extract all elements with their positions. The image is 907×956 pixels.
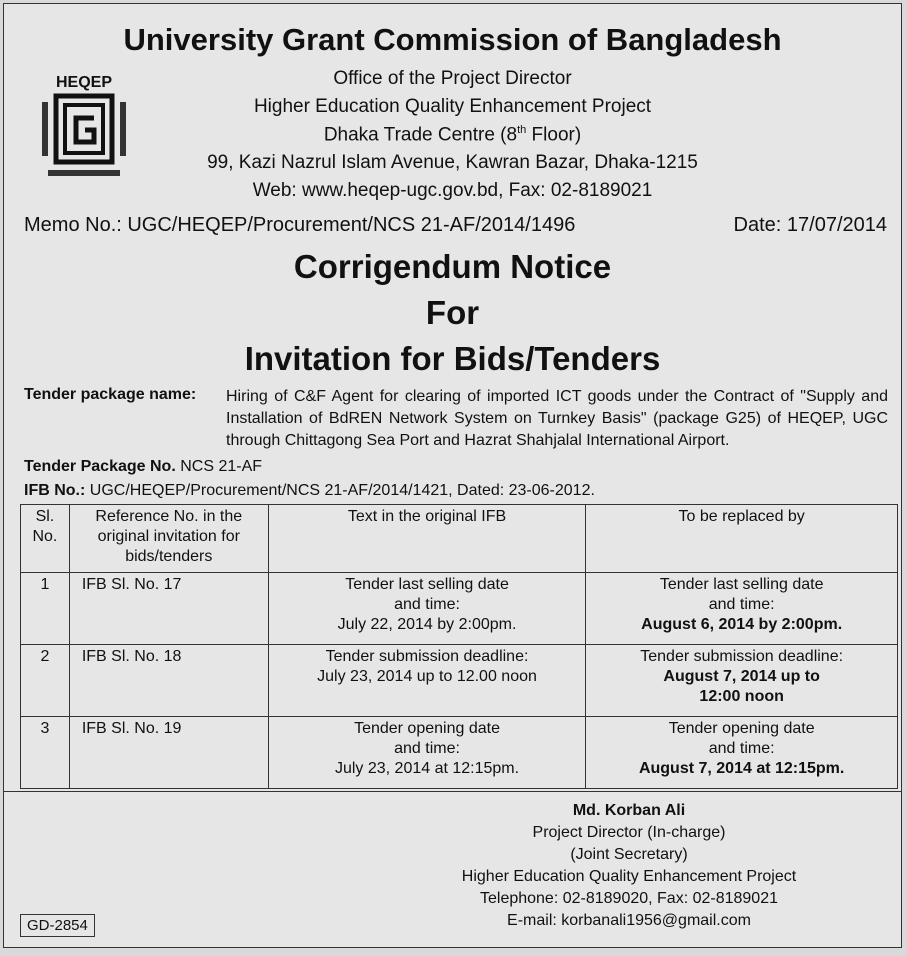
repl-line: 12:00 noon <box>699 688 784 705</box>
row-ref: IFB Sl. No. 19 <box>69 717 268 789</box>
header-ref: Reference No. in the original invitation for bids/tenders <box>69 505 268 573</box>
signatory-org: Higher Education Quality Enhancement Project <box>461 868 797 885</box>
notice-subtitle: Invitation for Bids/Tenders <box>244 340 661 377</box>
orig-line: July 23, 2014 at 12:15pm. <box>334 760 520 777</box>
web-fax-line: Web: www.heqep-ugc.gov.bd, Fax: 02-8189021 <box>252 180 653 201</box>
ifb-no-label: IFB No.: <box>24 482 86 499</box>
orig-line: and time: <box>394 740 460 757</box>
header-repl: To be replaced by <box>586 505 898 573</box>
table-row <box>21 717 898 789</box>
row-ref: IFB Sl. No. 18 <box>69 645 268 717</box>
address-1-sup: th <box>517 124 527 136</box>
repl-line: and time: <box>708 740 775 757</box>
signatory-email: E-mail: korbanali1956@gmail.com <box>507 912 751 929</box>
orig-line: Tender opening date <box>354 720 500 737</box>
repl-line: and time: <box>708 596 775 613</box>
row-repl <box>586 717 898 789</box>
office-line: Office of the Project Director <box>333 68 572 89</box>
orig-line: Tender submission deadline: <box>325 648 529 665</box>
repl-line: Tender opening date <box>668 720 815 737</box>
orig-line: July 22, 2014 by 2:00pm. <box>337 616 517 633</box>
notice-page <box>3 3 902 948</box>
package-name-label: Tender package name: <box>24 386 197 403</box>
logo-label: HEQEP <box>55 74 112 91</box>
signatory-name: Md. Korban Ali <box>572 802 686 819</box>
row-orig <box>268 573 586 645</box>
table-row <box>21 573 898 645</box>
signature-divider <box>4 791 901 792</box>
address-1-pre: Dhaka Trade Centre (8 <box>323 124 518 146</box>
ifb-number <box>24 482 595 500</box>
row-sl: 3 <box>21 717 70 789</box>
row-repl <box>586 645 898 717</box>
package-no-value: NCS 21-AF <box>175 458 263 475</box>
row-orig <box>268 645 586 717</box>
ifb-no-value: UGC/HEQEP/Procurement/NCS 21-AF/2014/1421, Dated: 23-06-2012. <box>85 482 595 499</box>
row-sl: 2 <box>21 645 70 717</box>
row-sl: 1 <box>21 573 70 645</box>
gd-code: GD-2854 <box>20 914 95 937</box>
address-line-2: 99, Kazi Nazrul Islam Avenue, Kawran Bazar, Dhaka-1215 <box>207 152 698 173</box>
memo-date: Date: 17/07/2014 <box>733 214 887 236</box>
memo-number: Memo No.: UGC/HEQEP/Procurement/NCS 21-AF/2014/1496 <box>24 214 576 236</box>
corrigendum-table <box>20 504 898 789</box>
signature-block <box>404 800 854 932</box>
orig-line: Tender last selling date <box>345 576 509 593</box>
header-sl: Sl. No. <box>21 505 70 573</box>
table-header-row <box>21 505 898 573</box>
repl-line: August 6, 2014 by 2:00pm. <box>641 616 843 633</box>
signatory-phone: Telephone: 02-8189020, Fax: 02-8189021 <box>479 890 778 907</box>
table-row <box>21 645 898 717</box>
orig-line: and time: <box>394 596 460 613</box>
signatory-title: Project Director (In-charge) <box>532 824 726 841</box>
row-repl <box>586 573 898 645</box>
notice-title: Corrigendum Notice <box>293 248 612 285</box>
package-name-text: Hiring of C&F Agent for clearing of imported ICT goods under the Contract of "Supply and Installation of BdREN Network System on Turnkey Basis" (package G25) of HEQEP, UGC through Chittagong Sea Port and Hazrat Shahjalal International Airport. <box>226 388 888 449</box>
package-number <box>24 458 262 476</box>
notice-for: For <box>425 294 480 331</box>
orig-line: July 23, 2014 up to 12.00 noon <box>317 668 537 685</box>
project-line: Higher Education Quality Enhancement Project <box>253 96 652 117</box>
address-line-1 <box>4 124 901 146</box>
repl-line: August 7, 2014 up to <box>663 668 820 685</box>
header-orig: Text in the original IFB <box>268 505 586 573</box>
repl-line: August 7, 2014 at 12:15pm. <box>638 760 845 777</box>
row-ref: IFB Sl. No. 17 <box>69 573 268 645</box>
row-orig <box>268 717 586 789</box>
signatory-rank: (Joint Secretary) <box>570 846 688 863</box>
address-1-post: Floor) <box>526 124 582 146</box>
repl-line: Tender last selling date <box>659 576 824 593</box>
repl-line: Tender submission deadline: <box>640 648 844 665</box>
org-title: University Grant Commission of Bangladesh <box>123 22 782 57</box>
package-no-label: Tender Package No. <box>24 458 176 475</box>
